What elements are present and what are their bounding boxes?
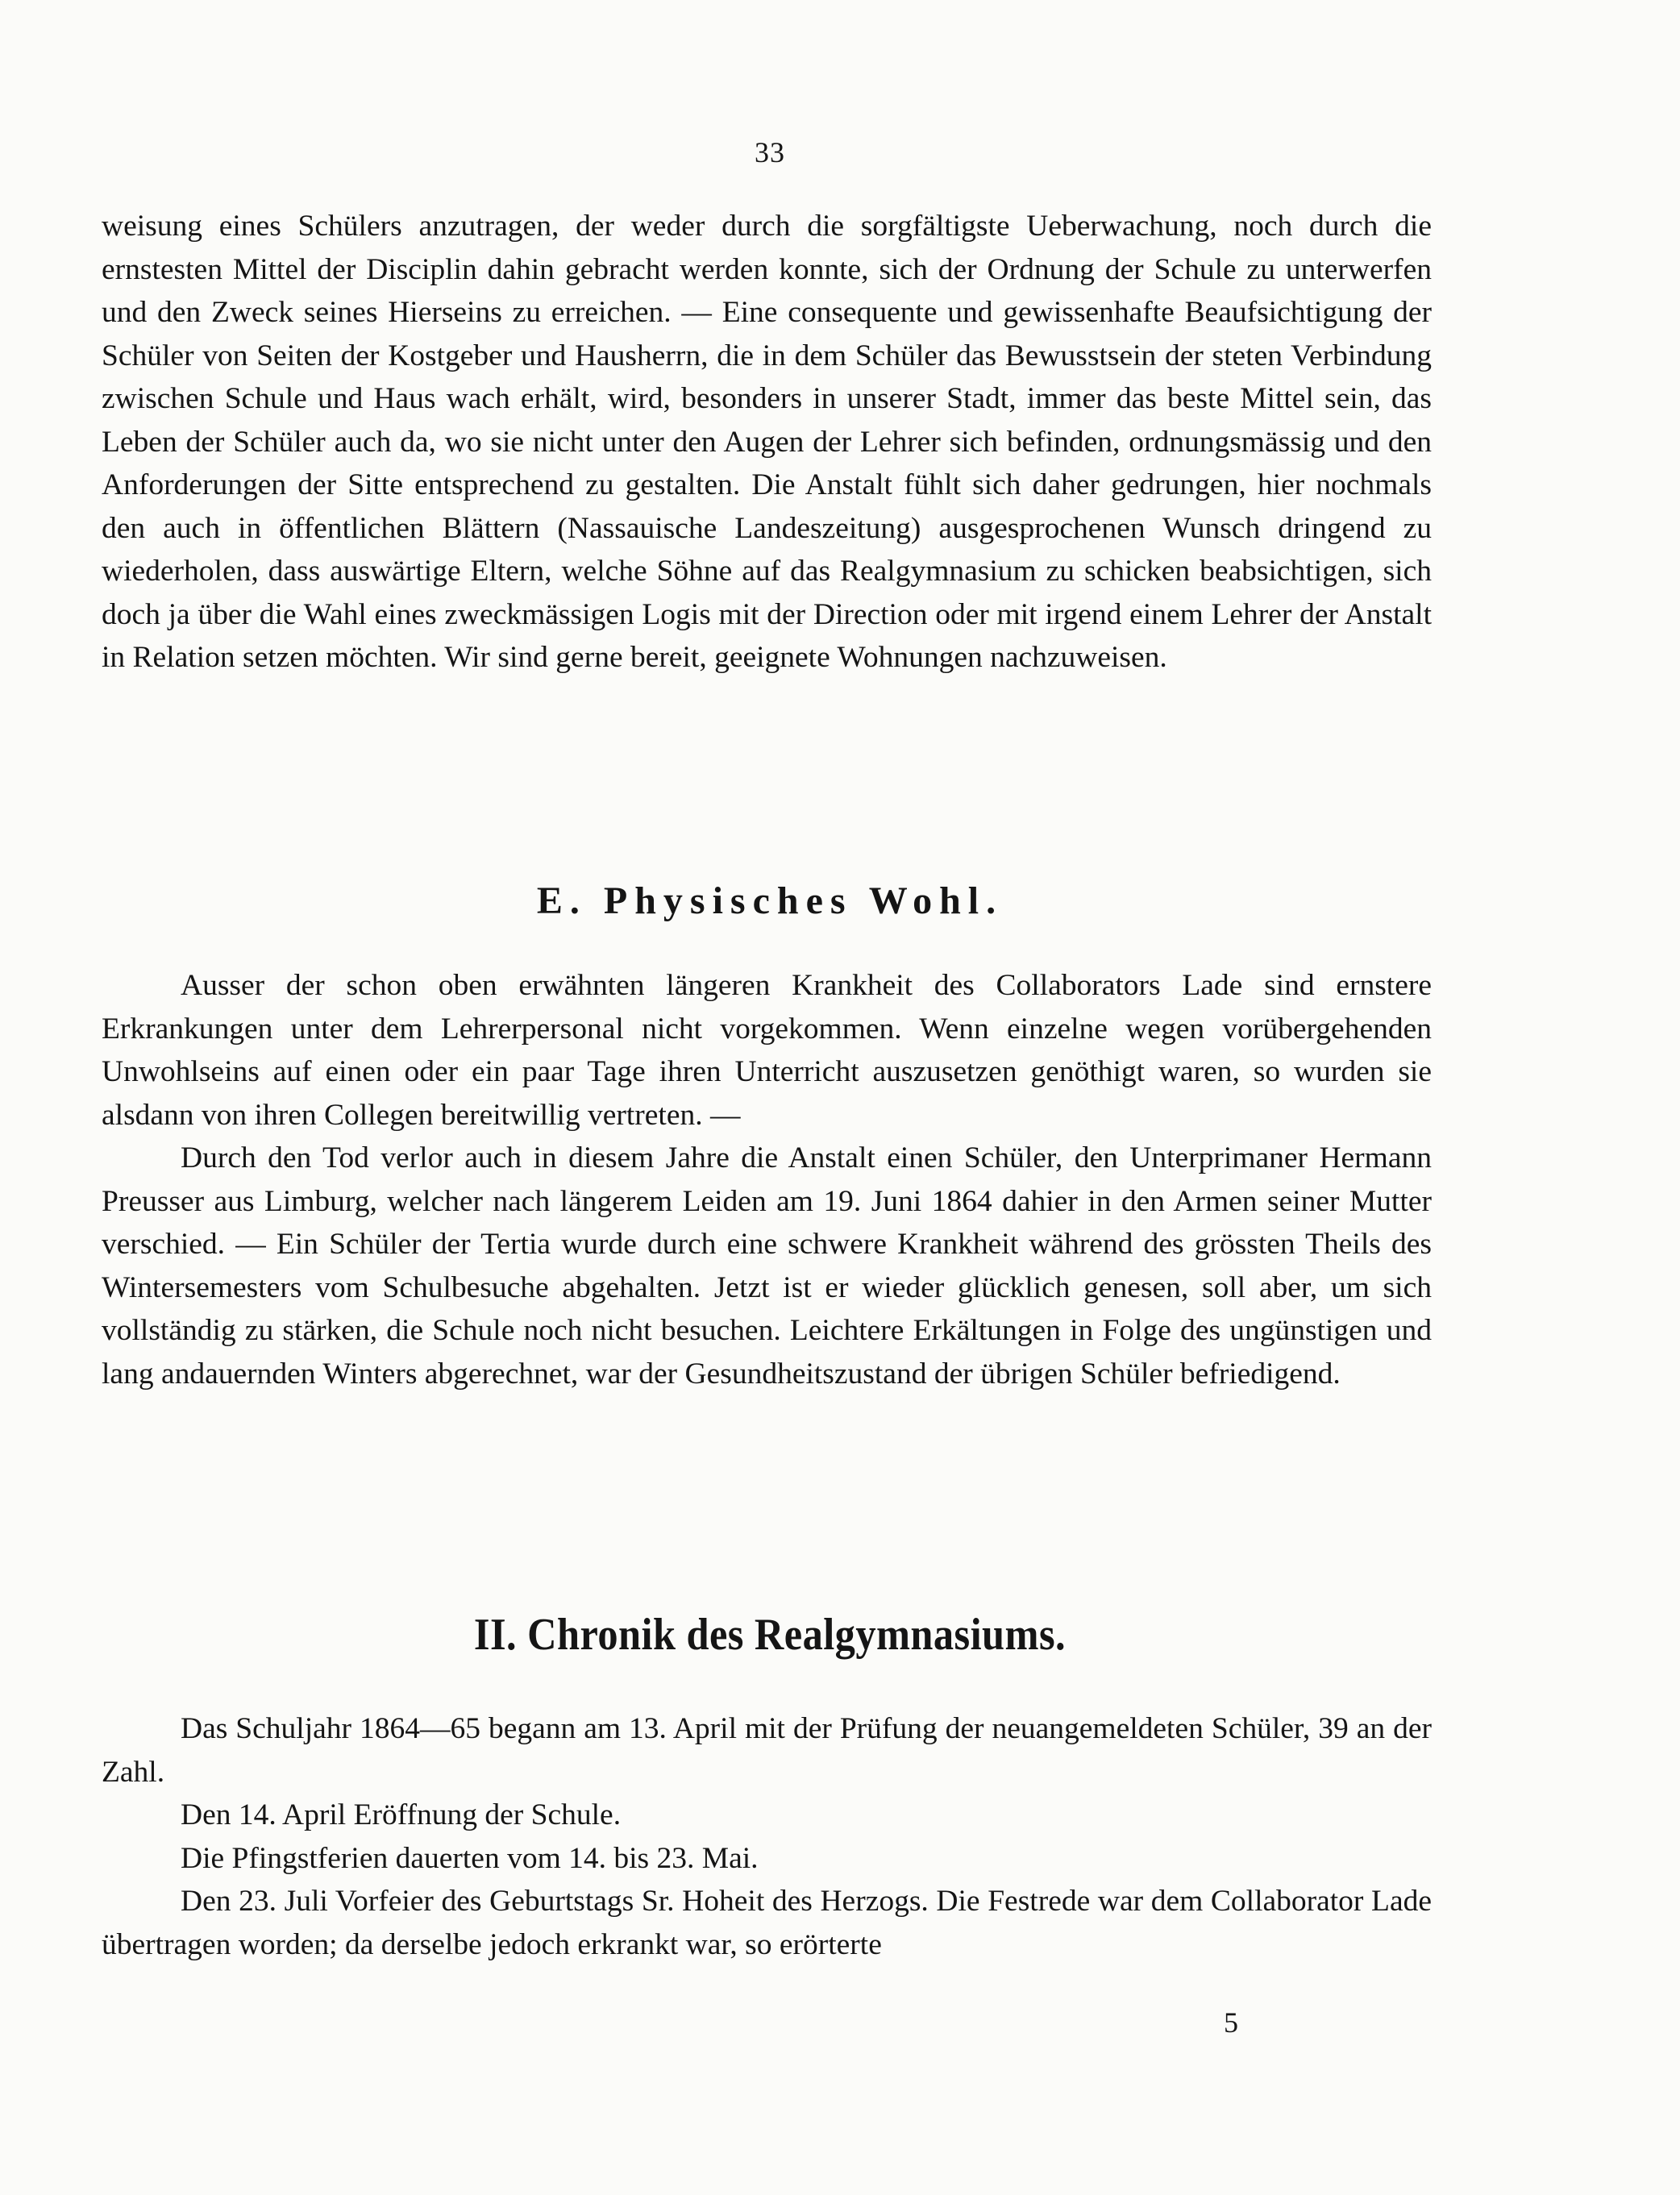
paragraph: Ausser der schon oben erwähnten längeren Krankheit des Collaborators Lade sind ernstere Erkrankungen unter dem Lehrerpersonal nicht vorgekommen. Wenn einzelne wegen vorübergehenden Unwohlseins auf einen oder ein paar Tage ihren Unterricht auszusetzen genöthigt waren, so wurden sie alsdann von ihren Collegen bereitwillig vertreten. — bbox=[102, 969, 1432, 1132]
paragraph: Die Pfingstferien dauerten vom 14. bis 23. Mai. bbox=[181, 1841, 759, 1875]
paragraph: Das Schuljahr 1864—65 begann am 13. April mit der Prüfung der neuangemeldeten Schüler, 39 an der Zahl. bbox=[102, 1712, 1432, 1789]
paragraph: Durch den Tod verlor auch in diesem Jahre die Anstalt einen Schüler, den Unterprimaner Hermann Preusser aus Limburg, welcher nach längerem Leiden am 19. Juni 1864 dahier in den Armen seiner Mutter verschied. — Ein Schüler der Tertia wurde durch eine schwere Krankheit während des grössten Theils des Wintersemesters vom Schulbesuche abgehalten. Jetzt ist er wieder glücklich genesen, soll aber, um sich vollständig zu stärken, die Schule noch nicht besuchen. Leichtere Erkältungen in Folge des ungünstigen und lang andauernden Winters abgerechnet, war der Gesundheitszustand der übrigen Schüler befriedigend. bbox=[102, 1141, 1432, 1391]
section-d-continuation bbox=[102, 205, 1432, 680]
section-ii-body bbox=[102, 1707, 1432, 1966]
section-e-body bbox=[102, 964, 1432, 1395]
signature-mark: 5 bbox=[1224, 2006, 1238, 2039]
paragraph: Den 23. Juli Vorfeier des Geburtstags Sr. Hoheit des Herzogs. Die Festrede war dem Collaborator Lade übertragen worden; da derselbe jedoch erkrankt war, so erörterte bbox=[102, 1885, 1432, 1961]
section-heading-chronik: II. Chronik des Realgymnasiums. bbox=[473, 1610, 1067, 1660]
paragraph: weisung eines Schülers anzutragen, der weder durch die sorgfältigste Ueberwachung, noch durch die ernstesten Mittel der Disciplin dahin gebracht werden konnte, sich der Ordnung der Schule zu unterwerfen und den Zweck seines Hierseins zu erreichen. — Eine consequente und gewissenhafte Beaufsichtigung der Schüler von Seiten der Kostgeber und Hausherrn, die in dem Schüler das Bewusstsein der steten Verbindung zwischen Schule und Haus wach erhält, wird, besonders in unserer Stadt, immer das beste Mittel sein, das Leben der Schüler auch da, wo sie nicht unter den Augen der Lehrer sich befinden, ordnungsmässig und den Anforderungen der Sitte entsprechend zu gestalten. Die Anstalt fühlt sich daher gedrungen, hier nochmals den auch in öffentlichen Blättern (Nassauische Landeszeitung) ausgesprochenen Wunsch dringend zu wiederholen, dass auswärtige Eltern, welche Söhne auf das Realgymnasium zu schicken beabsichtigen, sich doch ja über die Wahl eines zweckmässigen Logis mit der Direction oder mit irgend einem Lehrer der Anstalt in Relation setzen möchten. Wir sind gerne bereit, geeignete Wohnungen nachzuweisen. bbox=[102, 210, 1432, 674]
paragraph: Den 14. April Eröffnung der Schule. bbox=[181, 1798, 622, 1831]
section-heading-physisches-wohl: E. Physisches Wohl. bbox=[536, 879, 1004, 922]
page-number: 33 bbox=[755, 136, 785, 168]
